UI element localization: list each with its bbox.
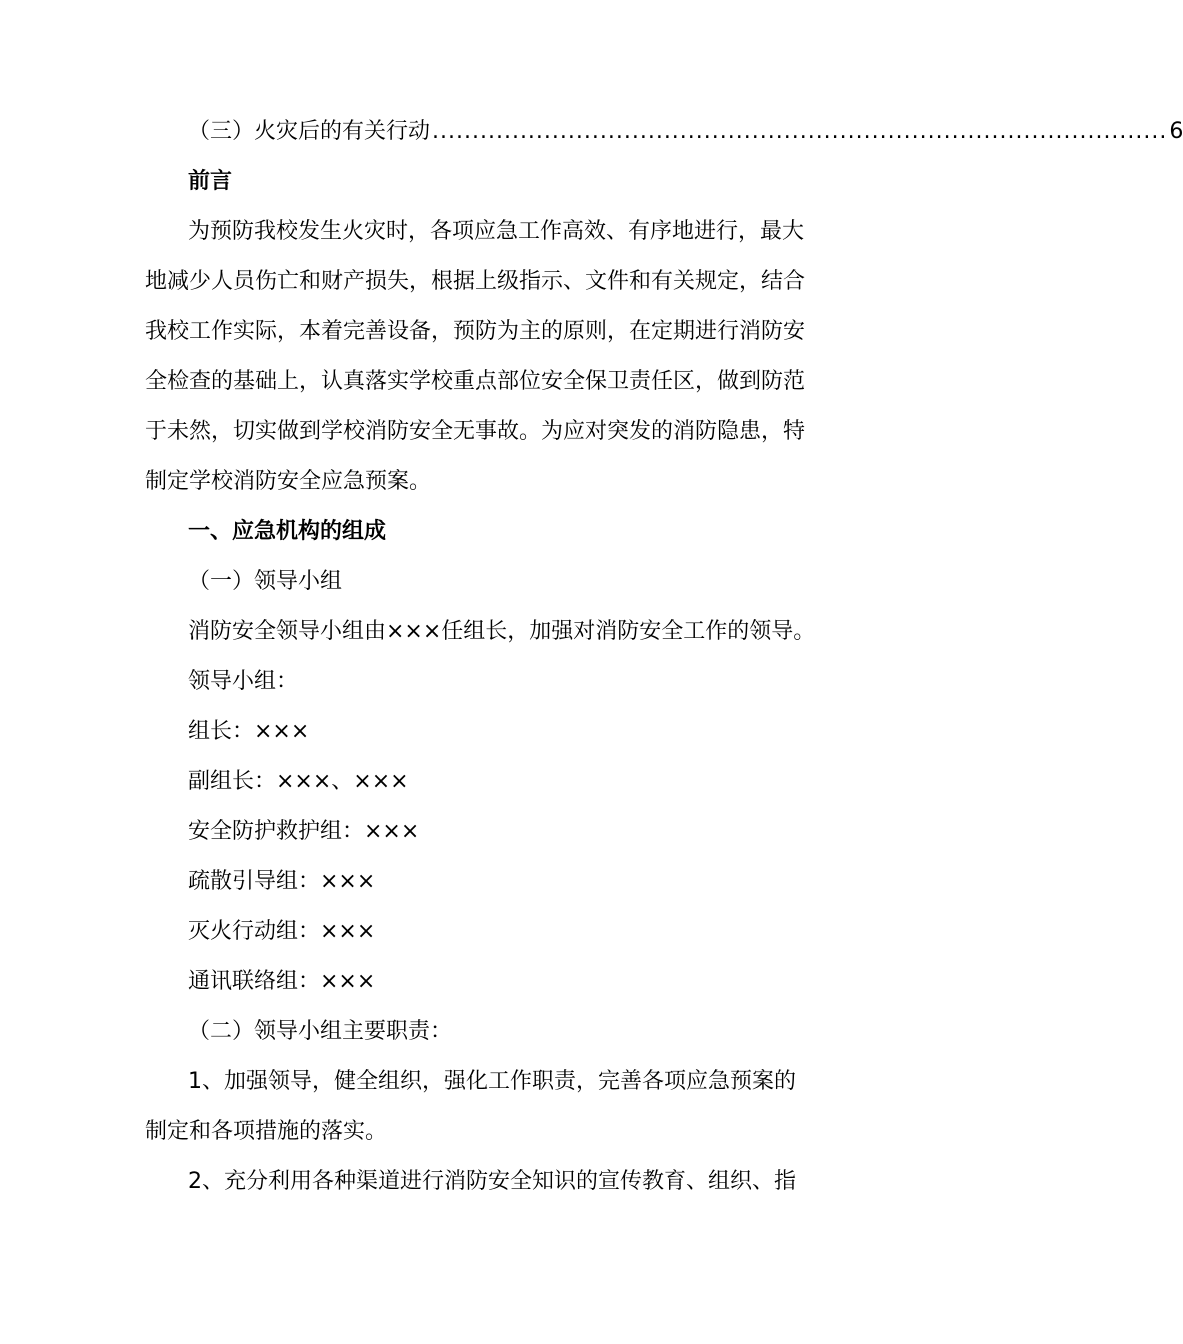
toc-page-number: 6 bbox=[1169, 119, 1183, 144]
toc-entry bbox=[188, 115, 1183, 149]
member-item: 灭火行动组：××× bbox=[188, 919, 376, 944]
preface-line: 全检查的基础上，认真落实学校重点部位安全保卫责任区，做到防范 bbox=[145, 369, 806, 394]
preface-line: 我校工作实际，本着完善设备，预防为主的原则，在定期进行消防安 bbox=[145, 319, 806, 344]
member-item: 副组长：×××、××× bbox=[188, 769, 409, 794]
toc-leader-dots: ............................................................................................ bbox=[432, 119, 1168, 144]
preface-line: 地减少人员伤亡和财产损失，根据上级指示、文件和有关规定，结合 bbox=[145, 269, 806, 294]
member-item: 安全防护救护组：××× bbox=[188, 819, 420, 844]
group-label: 领导小组： bbox=[188, 669, 299, 694]
duty-line: 1、加强领导，健全组织，强化工作职责，完善各项应急预案的 bbox=[188, 1069, 796, 1094]
toc-item-label: （三）火灾后的有关行动 bbox=[188, 119, 431, 144]
duty-line: 制定和各项措施的落实。 bbox=[145, 1119, 388, 1144]
preface-line: 为预防我校发生火灾时，各项应急工作高效、有序地进行，最大 bbox=[188, 219, 805, 244]
preface-heading: 前言 bbox=[188, 169, 233, 194]
subsection-title: （二）领导小组主要职责： bbox=[188, 1019, 453, 1044]
paragraph-intro: 消防安全领导小组由×××任组长，加强对消防安全工作的领导。 bbox=[188, 619, 816, 644]
duty-line: 2、充分利用各种渠道进行消防安全知识的宣传教育、组织、指 bbox=[188, 1169, 796, 1194]
member-item: 组长：××× bbox=[188, 719, 310, 744]
member-item: 通讯联络组：××× bbox=[188, 969, 376, 994]
member-item: 疏散引导组：××× bbox=[188, 869, 376, 894]
preface-line: 制定学校消防安全应急预案。 bbox=[145, 469, 432, 494]
subsection-title: （一）领导小组 bbox=[188, 569, 343, 594]
preface-line: 于未然，切实做到学校消防安全无事故。为应对突发的消防隐患，特 bbox=[145, 419, 806, 444]
section-heading: 一、应急机构的组成 bbox=[188, 519, 387, 544]
